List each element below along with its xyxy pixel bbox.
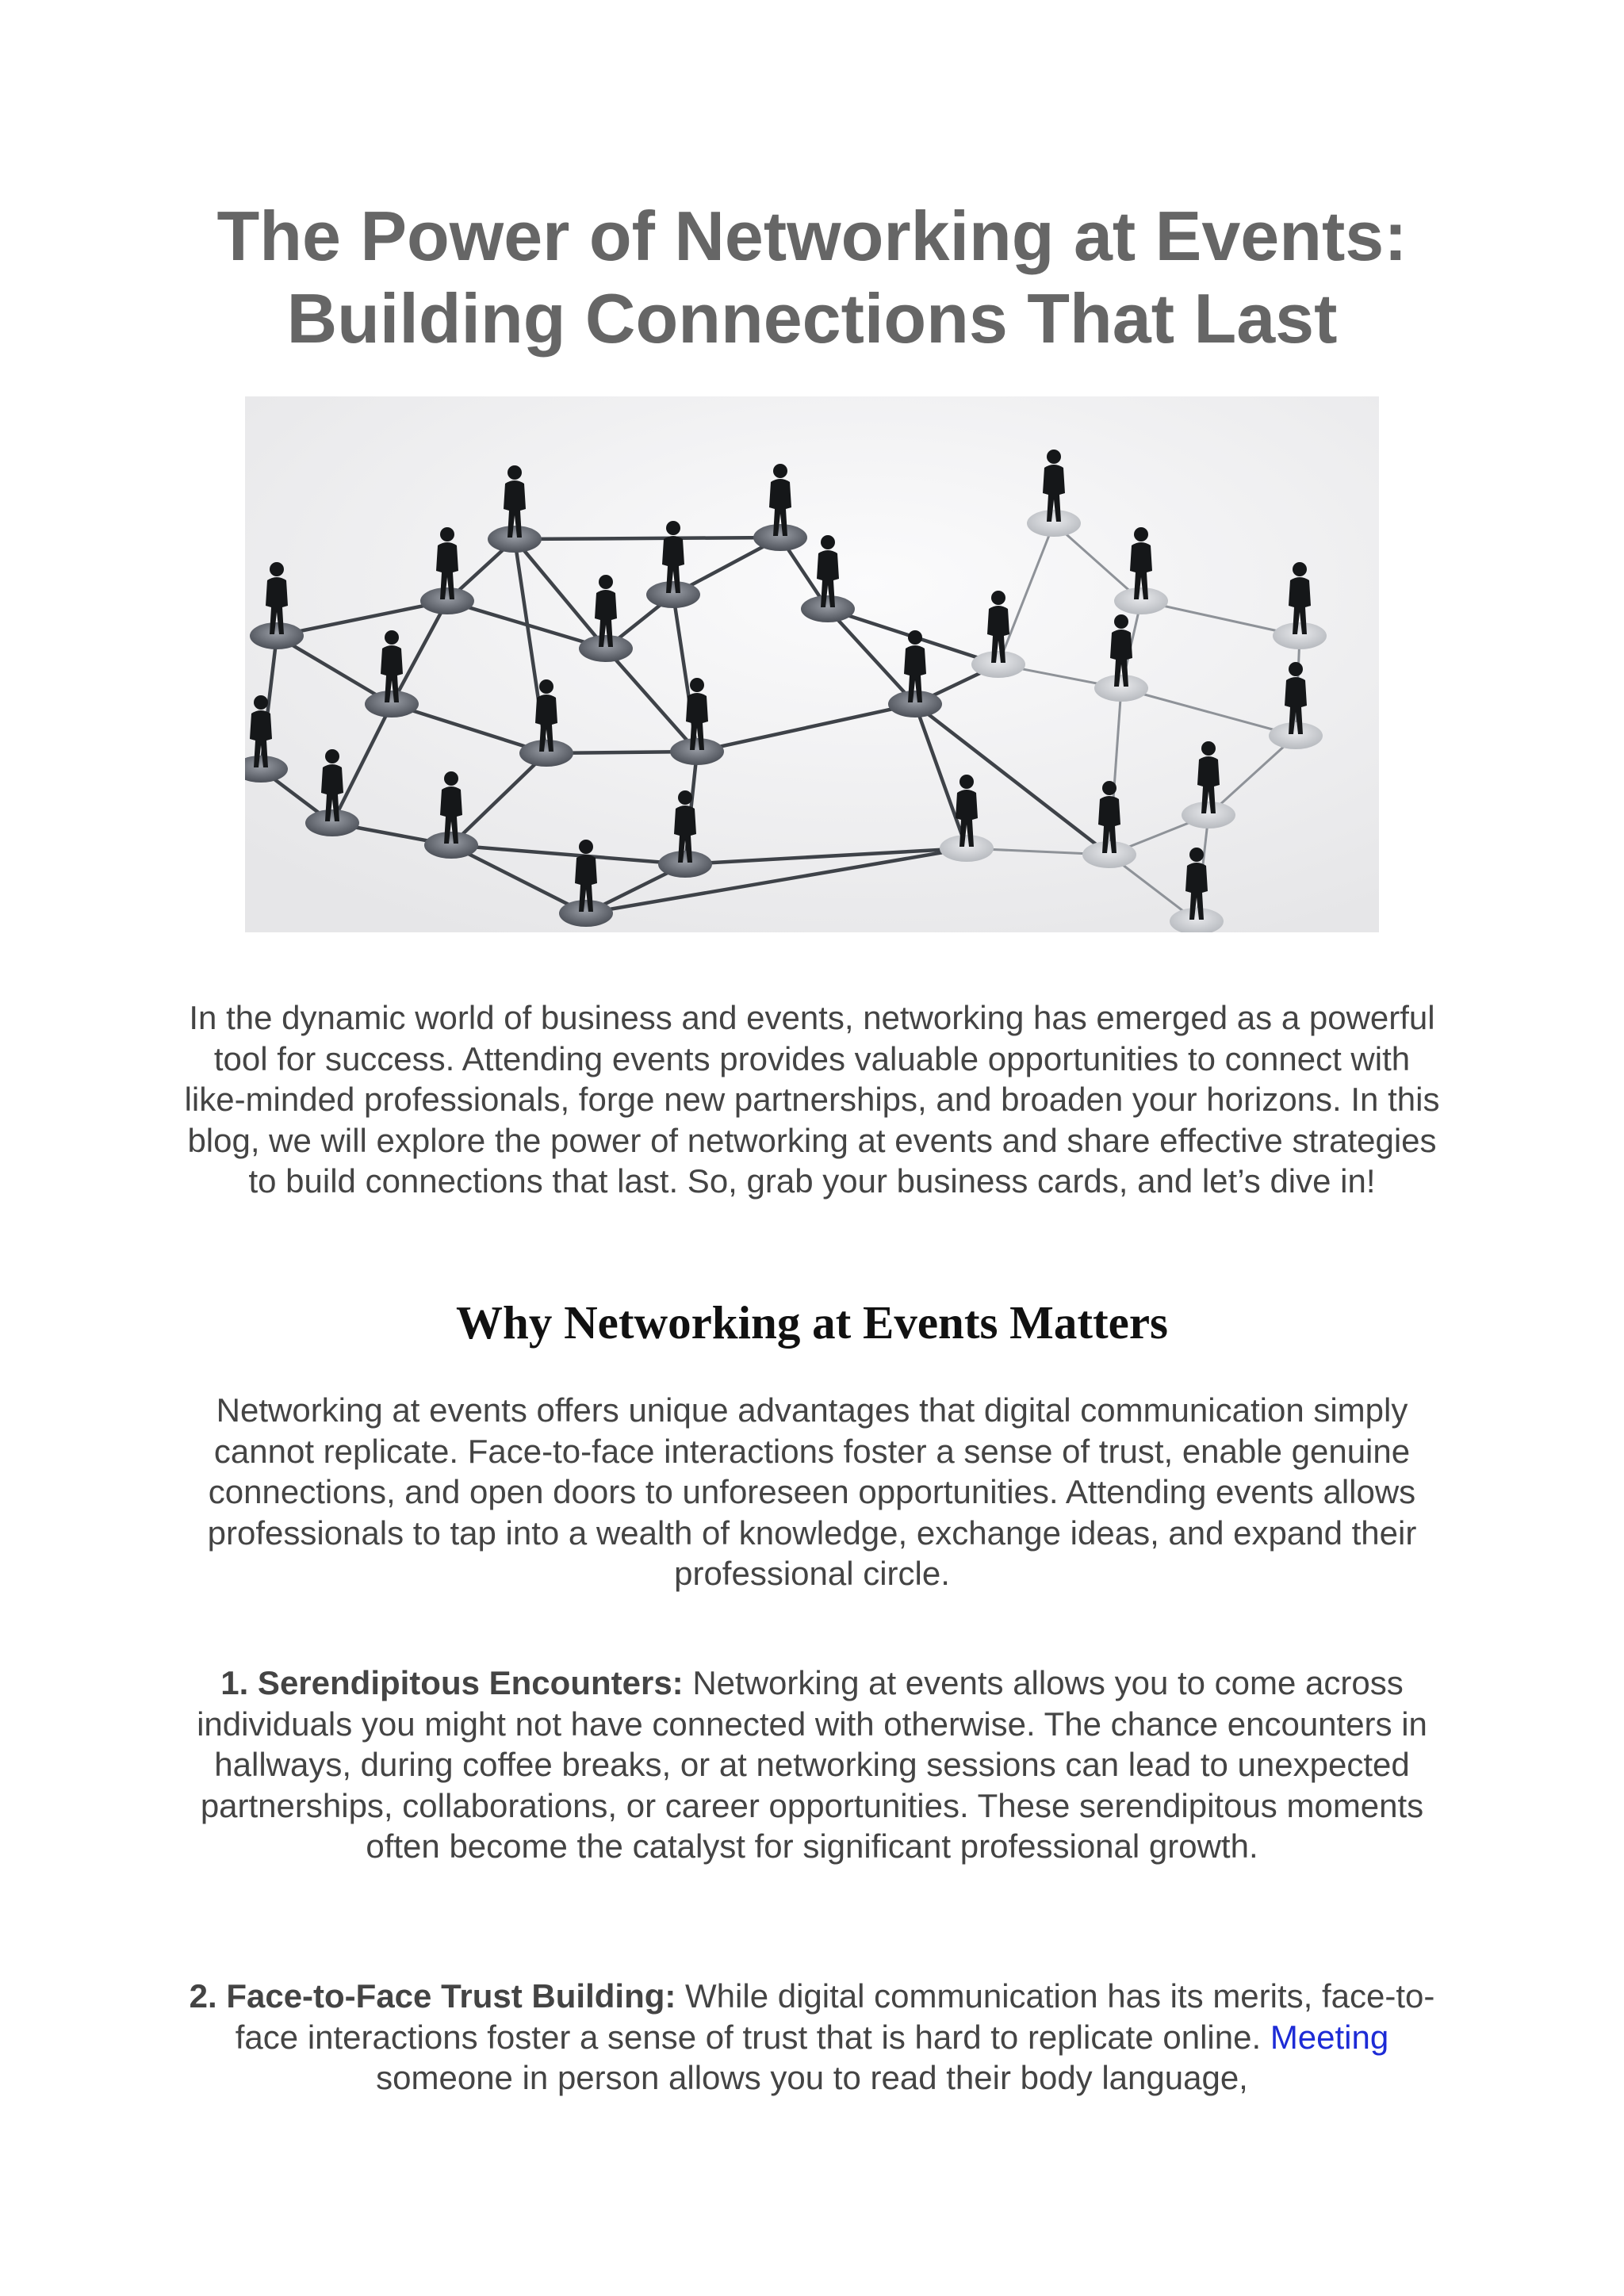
person-head — [1293, 562, 1307, 576]
network-node-disc — [971, 651, 1025, 678]
point-2-text-after: someone in person allows you to read their body language, — [376, 2059, 1248, 2096]
person-head — [508, 465, 522, 480]
person-head — [991, 591, 1005, 605]
person-head — [959, 775, 974, 789]
point-2-text-before: While digital communication has its merits, face-to-face interactions foster a sense of trust that is hard to replicate online. — [235, 1977, 1435, 2056]
network-node-disc — [488, 526, 542, 553]
person-head — [440, 527, 454, 541]
section-heading: Why Networking at Events Matters — [456, 1296, 1168, 1349]
person-head — [539, 679, 553, 694]
network-node-disc — [646, 581, 700, 608]
hero-image — [245, 396, 1379, 932]
person-head — [821, 535, 835, 549]
network-node-disc — [1082, 841, 1136, 868]
network-node-disc — [888, 691, 942, 718]
person-head — [1289, 662, 1303, 676]
network-node-disc — [250, 622, 304, 649]
page-title-line-2: Building Connections That Last — [286, 279, 1338, 358]
hero-background — [245, 396, 1379, 932]
network-node-disc — [420, 587, 474, 614]
network-node-disc — [424, 832, 478, 859]
network-node-disc — [1269, 722, 1323, 749]
network-node-disc — [1182, 802, 1235, 828]
network-edge — [515, 538, 780, 539]
section-paragraph: Networking at events offers unique advantages that digital communication simply cannot replicate. Face-to-face interactions foster a sense of trust, enable genuine connections, and open doors to unforeseen opportunities. Attending events allows professionals to tap into a wealth of knowledge, exchange ideas, and expand their professional circle. — [207, 1391, 1417, 1592]
person-head — [773, 464, 787, 478]
network-node-disc — [940, 835, 994, 862]
person-head — [1201, 741, 1216, 756]
network-node-disc — [1273, 622, 1327, 649]
person-head — [908, 630, 922, 645]
person-head — [325, 749, 339, 763]
person-head — [1134, 527, 1148, 541]
person-head — [1102, 781, 1116, 795]
point-1-label: 1. Serendipitous Encounters: — [220, 1664, 684, 1701]
intro-paragraph: In the dynamic world of business and events, networking has emerged as a powerful tool for success. Attending events provides valuable opportunities to connect with like-minded professionals, forge new partnerships, and broaden your horizons. In this blog, we will explore the power of networking at events and share effective strategies to build connections that last. So, grab your business cards, and let’s dive in! — [184, 999, 1440, 1200]
person-head — [579, 840, 593, 854]
person-head — [1047, 450, 1061, 464]
person-head — [1114, 614, 1128, 629]
point-1-text: Networking at events allows you to come across individuals you might not have connected with otherwise. The chance encounters in hallways, during coffee breaks, or at networking sessions can lead to unexpected partnerships, collaborations, or career opportunities. These serendipitous moments often become the catalyst for significant professional growth. — [197, 1664, 1427, 1865]
network-node-disc — [1114, 587, 1168, 614]
point-2-label: 2. Face-to-Face Trust Building: — [189, 1977, 676, 2015]
network-node-disc — [365, 691, 419, 718]
network-node-disc — [1027, 510, 1081, 537]
page-title-line-1: The Power of Networking at Events: — [216, 197, 1408, 275]
network-illustration — [245, 396, 1379, 932]
network-node-disc — [1094, 675, 1148, 702]
network-node-disc — [579, 635, 633, 662]
person-head — [385, 630, 399, 645]
network-node-disc — [305, 809, 359, 836]
network-node-disc — [753, 524, 807, 551]
network-node-disc — [670, 738, 724, 765]
person-head — [254, 695, 268, 710]
person-head — [1189, 848, 1204, 862]
person-head — [270, 562, 284, 576]
person-head — [444, 771, 458, 786]
network-node-disc — [519, 740, 573, 767]
person-head — [678, 790, 692, 805]
point-serendipitous-encounters — [182, 1663, 1442, 1867]
network-node-disc — [801, 595, 855, 622]
network-node-disc — [658, 851, 712, 878]
person-head — [666, 521, 680, 535]
person-head — [690, 678, 704, 692]
meeting-link[interactable]: Meeting — [1270, 2018, 1389, 2056]
person-head — [599, 575, 613, 589]
network-node-disc — [559, 900, 613, 927]
point-face-to-face-trust — [182, 1976, 1442, 2099]
page-title — [159, 195, 1465, 360]
